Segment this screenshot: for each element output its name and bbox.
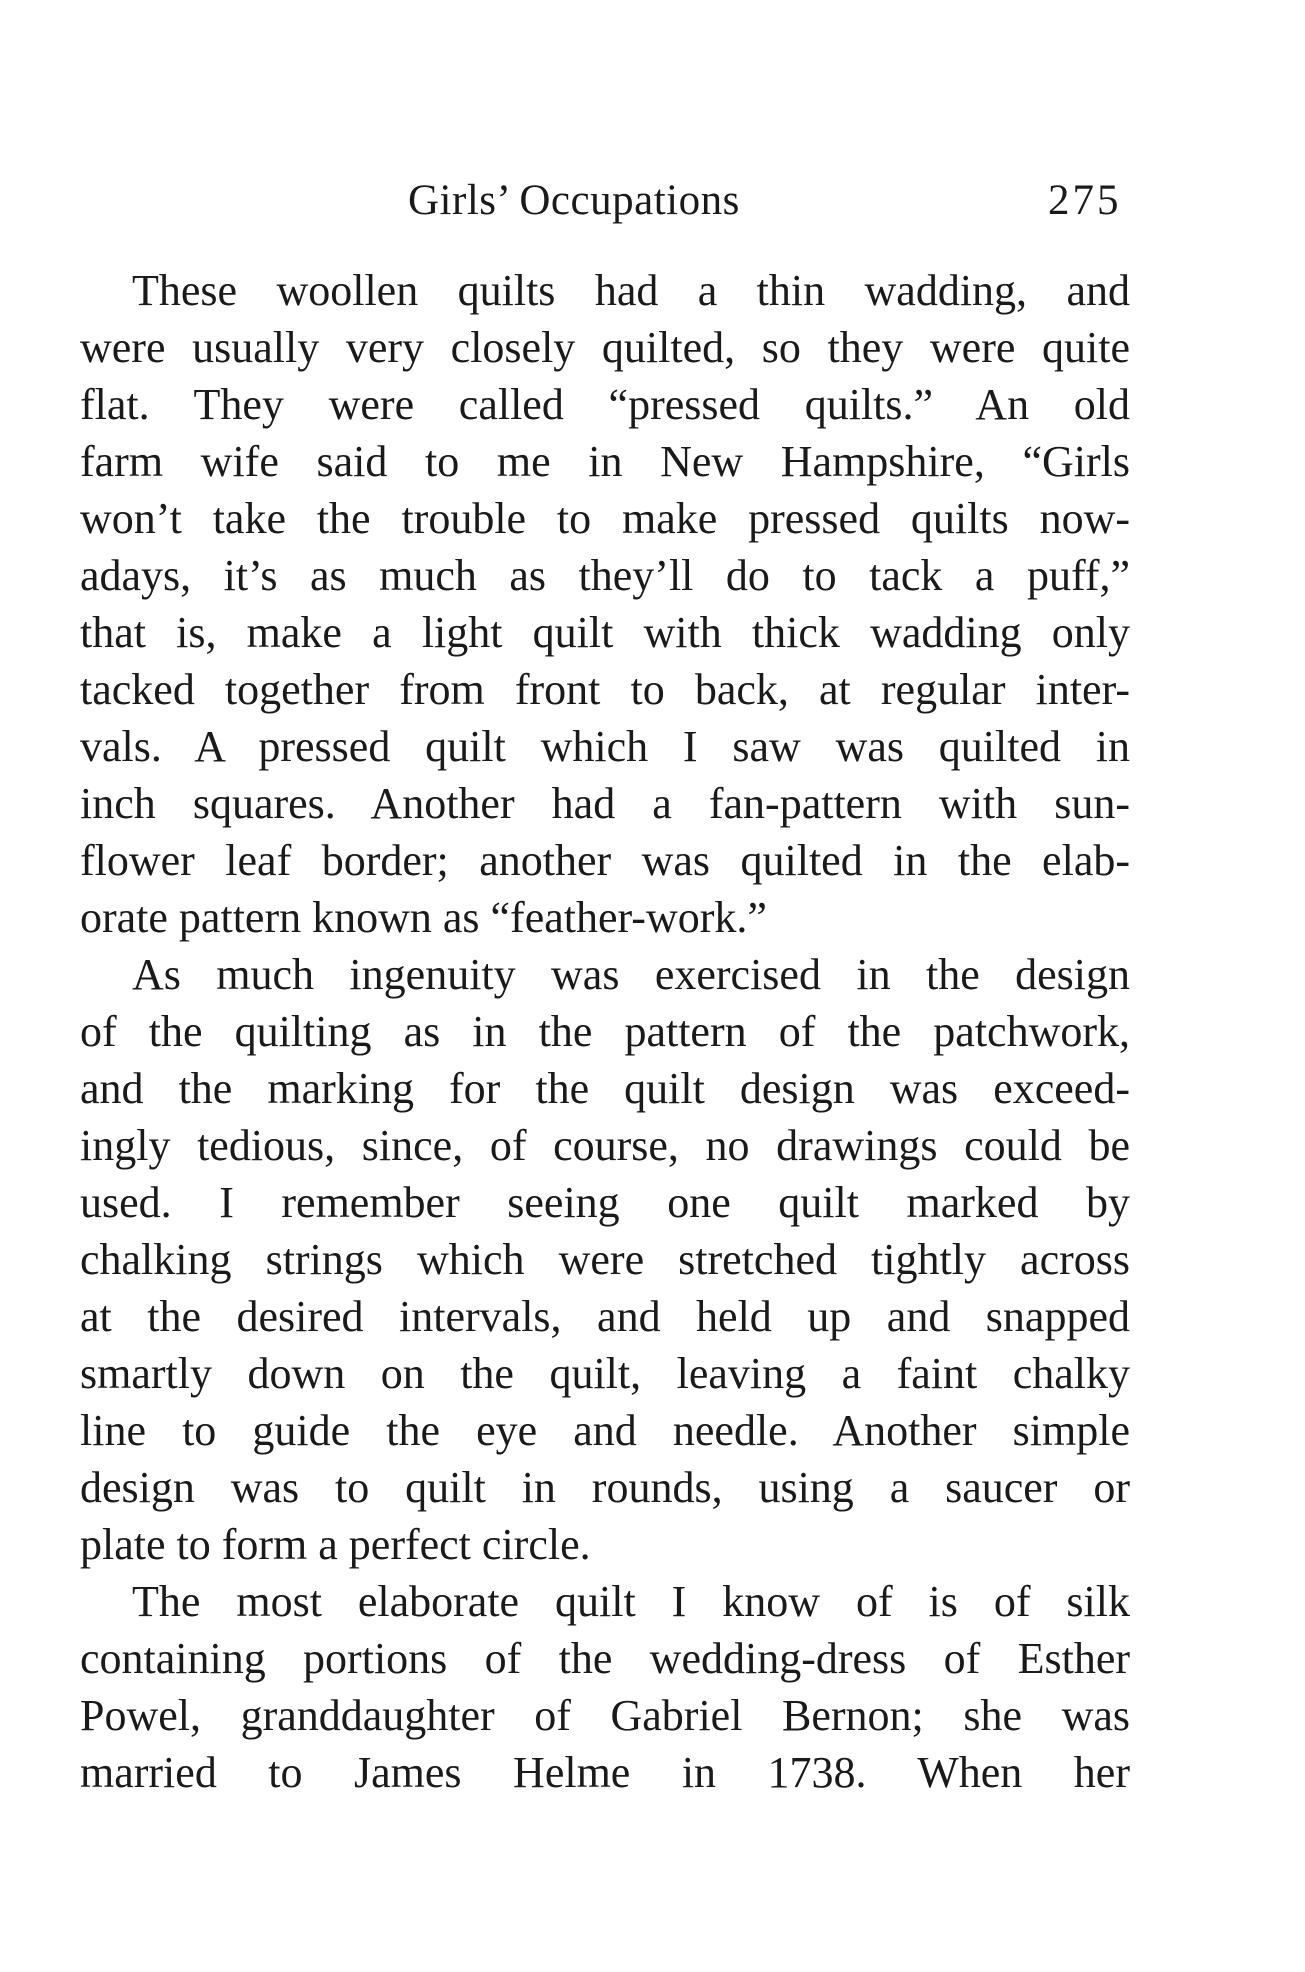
text-line: used. I remember seeing one quilt marked by (80, 1178, 1130, 1227)
text-line: farm wife said to me in New Hampshire, “Girls (80, 437, 1130, 486)
text-line: inch squares. Another had a fan-pattern with sun- (80, 779, 1130, 828)
text-line: and the marking for the quilt design was exceed- (80, 1064, 1130, 1113)
text-line: These woollen quilts had a thin wadding, and (132, 266, 1130, 315)
text-line: flower leaf border; another was quilted in the elab- (80, 836, 1130, 885)
text-line: containing portions of the wedding-dress of Esther (80, 1634, 1130, 1683)
text-line: The most elaborate quilt I know of is of silk (132, 1577, 1130, 1626)
text-line: design was to quilt in rounds, using a saucer or (80, 1463, 1130, 1512)
text-line: line to guide the eye and needle. Another simple (80, 1406, 1130, 1455)
text-line: smartly down on the quilt, leaving a faint chalky (80, 1349, 1130, 1398)
text-line: Powel, granddaughter of Gabriel Bernon; she was (80, 1691, 1130, 1740)
page-number: 275 (1048, 177, 1122, 224)
body-text (80, 262, 1130, 1801)
running-title: Girls’ Occupations (408, 177, 740, 224)
text-line: were usually very closely quilted, so they were quite (80, 323, 1130, 372)
text-line: orate pattern known as “feather-work.” (80, 893, 767, 942)
text-line: that is, make a light quilt with thick wadding only (80, 608, 1130, 657)
text-line: chalking strings which were stretched tightly across (80, 1235, 1130, 1284)
text-line: tacked together from front to back, at regular inter- (80, 665, 1130, 714)
text-line: of the quilting as in the pattern of the patchwork, (80, 1007, 1130, 1056)
text-line: adays, it’s as much as they’ll do to tack a puff,” (80, 551, 1130, 600)
text-line: ingly tedious, since, of course, no drawings could be (80, 1121, 1130, 1170)
text-line: married to James Helme in 1738. When her (80, 1748, 1130, 1797)
text-line: As much ingenuity was exercised in the design (132, 950, 1130, 999)
text-line: won’t take the trouble to make pressed quilts now- (80, 494, 1130, 543)
text-line: flat. They were called “pressed quilts.” An old (80, 380, 1130, 429)
text-line: at the desired intervals, and held up and snapped (80, 1292, 1130, 1341)
text-line: plate to form a perfect circle. (80, 1520, 591, 1569)
running-head (0, 176, 1305, 236)
text-line: vals. A pressed quilt which I saw was quilted in (80, 722, 1130, 771)
